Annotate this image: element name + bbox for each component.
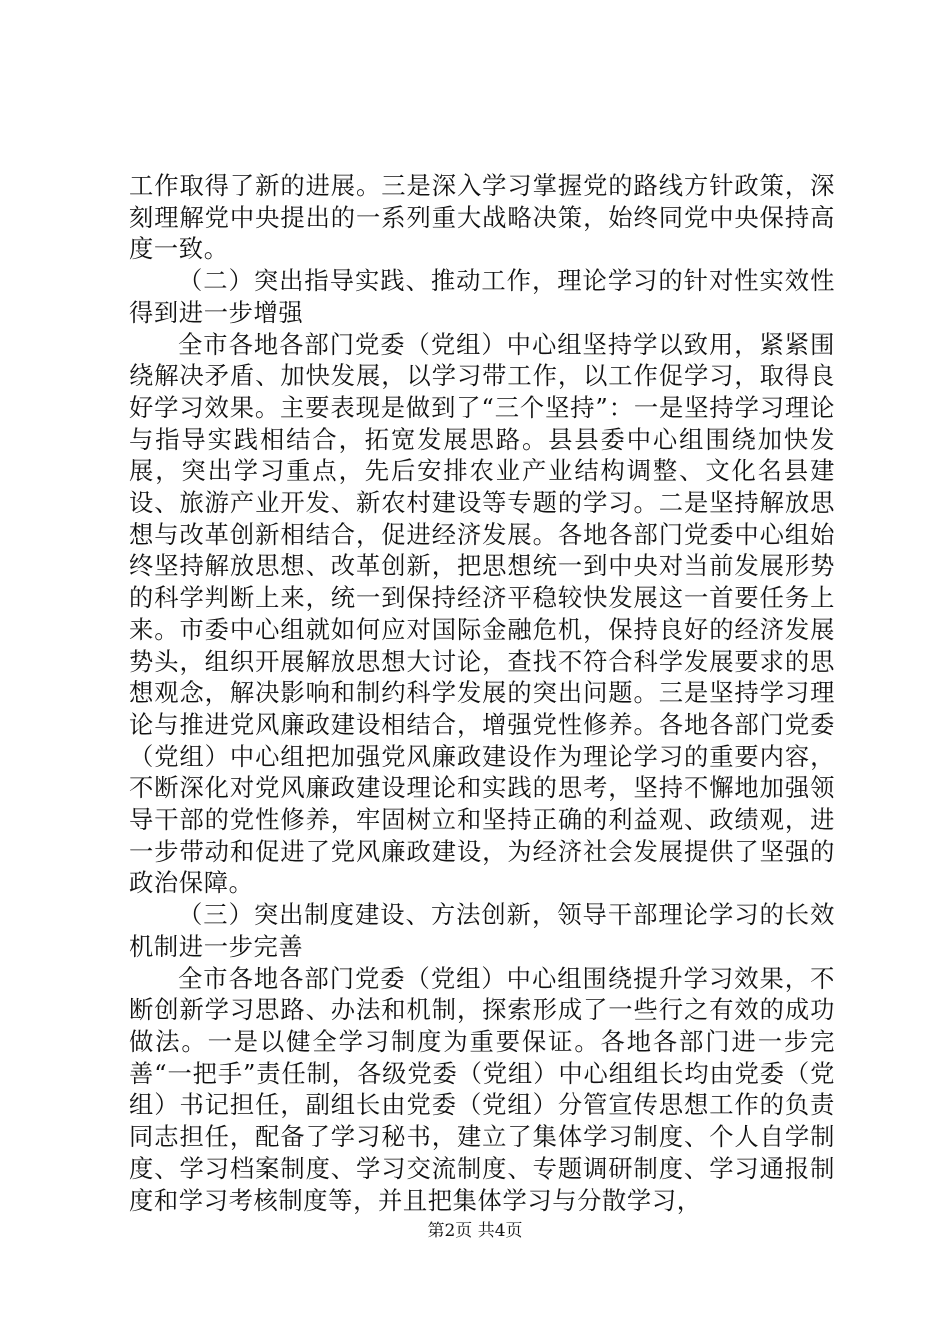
paragraph-section-3: 全市各地各部门党委（党组）中心组围绕提升学习效果，不断创新学习思路、办法和机制，探索形成了一些行之有效的成功做法。一是以健全学习制度为重要保证。各地各部门进一步完善“一把手”责任制，各级党委（党组）中心组组长均由党委（党组）书记担任，副组长由党委（党组）分管宣传思想工作的负责同志担任，配备了学习秘书，建立了集体学习制度、个人自学制度、学习档案制度、学习交流制度、专题调研制度、学习通报制度和学习考核制度等，并且把集体学习与分散学习， <box>129 963 835 1215</box>
page-footer: 第2页 共4页 <box>427 1221 523 1241</box>
section-heading-3: （三）突出制度建设、方法创新，领导干部理论学习的长效机制进一步完善 <box>129 900 835 961</box>
section-heading-2: （二）突出指导实践、推动工作，理论学习的针对性实效性得到进一步增强 <box>129 266 835 327</box>
document-body <box>129 170 835 1216</box>
paragraph-continuation: 工作取得了新的进展。三是深入学习掌握党的路线方针政策，深刻理解党中央提出的一系列重大战略决策，始终同党中央保持高度一致。 <box>129 171 835 264</box>
paragraph-section-2: 全市各地各部门党委（党组）中心组坚持学以致用，紧紧围绕解决矛盾、加快发展，以学习带工作，以工作促学习，取得良好学习效果。主要表现是做到了“三个坚持”：一是坚持学习理论与指导实践相结合，拓宽发展思路。县县委中心组围绕加快发展，突出学习重点，先后安排农业产业结构调整、文化名县建设、旅游产业开发、新农村建设等专题的学习。二是坚持解放思想与改革创新相结合，促进经济发展。各地各部门党委中心组始终坚持解放思想、改革创新，把思想统一到中央对当前发展形势的科学判断上来，统一到保持经济平稳较快发展这一首要任务上来。市委中心组就如何应对国际金融危机，保持良好的经济发展势头，组织开展解放思想大讨论，查找不符合科学发展要求的思想观念，解决影响和制约科学发展的突出问题。三是坚持学习理论与推进党风廉政建设相结合，增强党性修养。各地各部门党委（党组）中心组把加强党风廉政建设作为理论学习的重要内容，不断深化对党风廉政建设理论和实践的思考，坚持不懈地加强领导干部的党性修养，牢固树立和坚持正确的利益观、政绩观，进一步带动和促进了党风廉政建设，为经济社会发展提供了坚强的政治保障。 <box>129 329 835 898</box>
